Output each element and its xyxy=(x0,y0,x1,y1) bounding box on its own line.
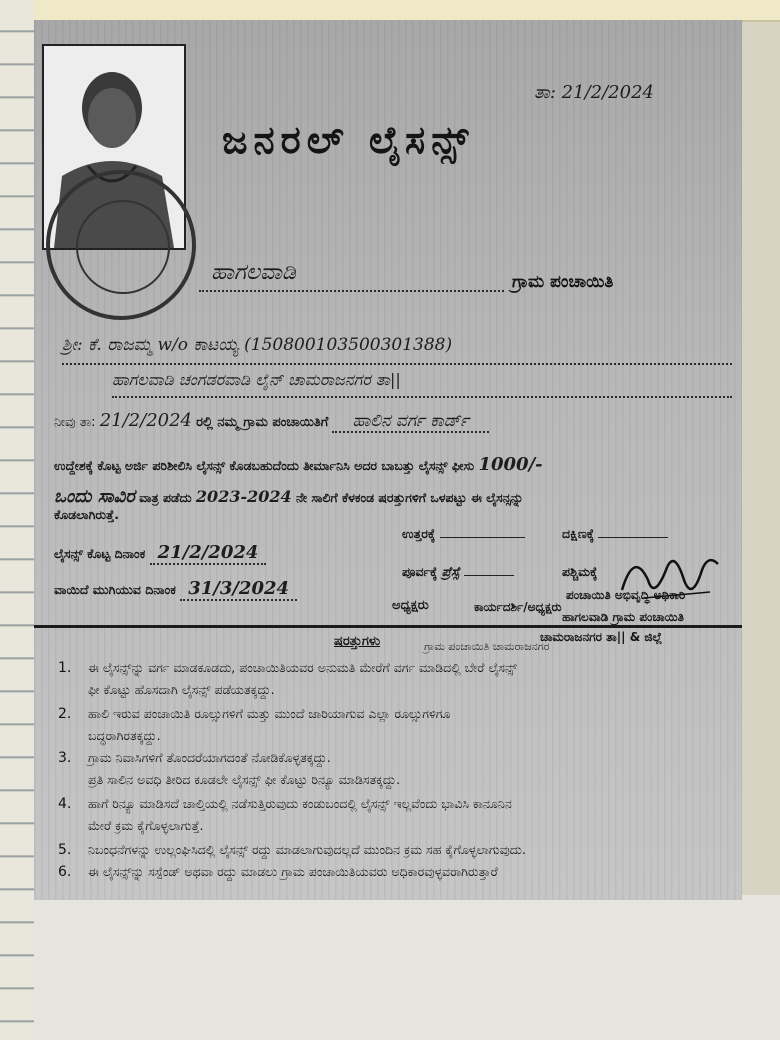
expiry-date-row: ವಾಯಿದೆ ಮುಗಿಯುವ ದಿನಾಂಕ 31/3/2024 xyxy=(54,578,297,599)
conditions-stamp-text: ಗ್ರಾಮ ಪಂಚಾಯಿತಿ ಚಾಮರಾಜನಗರ xyxy=(424,640,550,653)
officer-title: ಪಂಚಾಯಿತಿ ಅಭಿವೃದ್ಧಿ ಅಧಿಕಾರಿ xyxy=(566,588,686,602)
address-field: ಹಾಗಲವಾಡಿ ಚಂಗಡರವಾಡಿ ಲೈನ್ ಚಾಮರಾಜನಗರ ತಾ|| xyxy=(112,370,732,398)
officer-office: ಹಾಗಲವಾಡಿ ಗ್ರಾಮ ಪಂಚಾಯಿತಿ xyxy=(562,610,685,624)
president-label: ಅಧ್ಯಕ್ಷರು xyxy=(392,598,429,613)
north-boundary: ಉತ್ತರಕ್ಕೆ xyxy=(402,526,525,542)
body-line-3: ಒಂದು ಸಾವಿರ ವಾತ್ರ ಪಡೆದು 2023-2024 ನೇ ಸಾಲಿಗೆ ಕೆಳಕಂಡ ಷರತ್ತುಗಳಿಗೆ ಒಳಪಟ್ಟು ಈ ಲೈಸನ್ಸನ್ನು xyxy=(54,486,524,507)
body-line-1: ನೀವು ತಾ: 21/2/2024 ರಲ್ಲಿ ನಮ್ಮ ಗ್ರಾಮ ಪಂಚಾಯಿತಿಗೆ ಹಾಲಿನ ವರ್ಗ ಕಾರ್ಡ್ xyxy=(54,410,489,431)
issue-date-row: ಲೈಸನ್ಸ್ ಕೊಟ್ಟ ದಿನಾಂಕ 21/2/2024 xyxy=(54,542,266,563)
paper-bottom-area xyxy=(34,895,780,1040)
date-top: ತಾ: 21/2/2024 xyxy=(534,82,654,103)
village-field: ಹಾಗಲವಾಡಿ xyxy=(199,260,504,292)
officer-taluk: ಚಾಮರಾಜನಗರ ತಾ|| & ಜಿಲ್ಲೆ xyxy=(540,630,663,644)
licence-title: ಜನರಲ್ ಲೈಸನ್ಸ್ xyxy=(222,118,475,162)
panchayat-seal xyxy=(46,170,196,320)
east-boundary: ಪೂರ್ವಕ್ಕೆ ಪ್ರೆಸ್ಸೆ xyxy=(402,564,514,580)
south-boundary: ದಕ್ಷಿಣಕ್ಕೆ xyxy=(562,526,668,542)
gram-panchayat-label: ಗ್ರಾಮ ಪಂಚಾಯಿತಿ xyxy=(512,272,614,292)
conditions-heading: ಷರತ್ತುಗಳು xyxy=(334,634,381,649)
secretary-label: ಕಾರ್ಯದರ್ಶಿ/ಅಧ್ಯಕ್ಷರು xyxy=(474,600,562,614)
separator-line xyxy=(34,625,742,628)
body-line-4: ಕೊಡಲಾಗಿರುತ್ತೆ. xyxy=(54,507,119,522)
notebook-edge xyxy=(0,0,36,1040)
west-boundary: ಪಶ್ಚಿಮಕ್ಕೆ xyxy=(562,564,598,579)
paper-top-strip xyxy=(34,0,780,22)
licence-document: ತಾ: 21/2/2024 ಜನರಲ್ ಲೈಸನ್ಸ್ ಹಾಗಲವಾಡಿ ಗ್ರಾಮ ಪಂಚಾಯಿತಿ ಶ್ರೀ: ಕೆ. ರಾಜಮ್ಮ w/o ಕಾಟಯ್ಯ (150800103500301388) ಹಾಗಲವಾಡಿ ಚಂಗಡರವಾಡಿ ಲೈನ್ ಚಾಮರಾಜನಗರ ತಾ|| ನೀವು ತಾ: 21/2/2024 ರಲ್ಲಿ ನಮ್ಮ ಗ್ರಾಮ ಪಂಚಾಯಿತಿಗೆ ಹಾಲಿನ ವರ್ಗ ಕಾರ್ಡ್ ಉದ್ದೇಶಕ್ಕೆ ಕೊಟ್ಟ ಅರ್ಜಿ ಪರಿಶೀಲಿಸಿ ಲೈಸನ್ಸ್ ಕೊಡಬಹುದೆಂದು ತೀರ್ಮಾನಿಸಿ ಅದರ ಬಾಬತ್ತು ಲೈಸನ್ಸ್ ಫೀಸು 1000/- ಒಂದು ಸಾವಿರ ವಾತ್ರ ಪಡೆದು 2023-2024 ನೇ ಸಾಲಿಗೆ ಕೆಳಕಂಡ ಷರತ್ತುಗಳಿಗೆ ಒಳಪಟ್ಟು ಈ ಲೈಸನ್ಸನ್ನು ಕೊಡಲಾಗಿರುತ್ತೆ. ಲೈಸನ್ಸ್ ಕೊಟ್ಟ ದಿನಾಂಕ 21/2/2024 ವಾಯಿದೆ ಮುಗಿಯುವ ದಿನಾಂಕ 31/3/2024 ಉತ್ತರಕ್ಕೆ ದಕ್ಷಿಣಕ್ಕೆ ಪೂರ್ವಕ್ಕೆ ಪ್ರೆಸ್ಸೆ ಪಶ್ಚಿಮಕ್ಕೆ ಅಧ್ಯಕ್ಷರು ಕಾರ್ಯದರ್ಶಿ/ಅಧ್ಯಕ್ಷರು ಪಂಚಾಯಿತಿ ಅಭಿವೃದ್ಧಿ ಅಧಿಕಾರಿ ಹಾಗಲವಾಡಿ ಗ್ರಾಮ ಪಂಚಾಯಿತಿ ಚಾಮರಾಜನಗರ ತಾ|| & ಜಿಲ್ಲೆ ಷರತ್ತುಗಳು ಗ್ರಾಮ ಪಂಚಾಯಿತಿ ಚಾಮರಾಜನಗರ 1. ಈ ಲೈಸನ್ಸ್‌ನ್ನು ವರ್ಗ ಮಾಡಕೂಡದು, ಪಂಚಾಯಿತಿಯವರ ಅನುಮತಿ ಮೇರೆಗೆ ವರ್ಗ ಮಾಡಿದಲ್ಲಿ ಬೇರೆ ಲೈಸನ್ಸ್ ಫೀ ಕೊಟ್ಟು ಹೊಸದಾಗಿ ಲೈಸನ್ಸ್ ಪಡೆಯತಕ್ಕದ್ದು. 2. ಹಾಲಿ ಇರುವ ಪಂಚಾಯಿತಿ ರೂಲ್ಸುಗಳಿಗೆ ಮತ್ತು ಮುಂದೆ ಜಾರಿಯಾಗುವ ಎಲ್ಲಾ ರೂಲ್ಸುಗಳಿಗೂ ಬದ್ಧರಾಗಿರತಕ್ಕದ್ದು. 3. ಗ್ರಾಮ ನಿವಾಸಿಗಳಿಗೆ ತೊಂದರೆಯಾಗದಂತೆ ನೋಡಿಕೊಳ್ಳತಕ್ಕದ್ದು. ಪ್ರತಿ ಸಾಲಿನ ಅವಧಿ ತೀರಿದ ಕೂಡಲೇ ಲೈಸನ್ಸ್ ಫೀ ಕೊಟ್ಟು ರಿನ್ಯೂ ಮಾಡಿಸತಕ್ಕದ್ದು. 4. ಹಾಗೆ ರಿನ್ಯೂ ಮಾಡಿಸದೆ ಚಾಲ್ತಿಯಲ್ಲಿ ನಡೆಸುತ್ತಿರುವುದು ಕಂಡುಬಂದಲ್ಲಿ ಲೈಸನ್ಸ್ ಇಲ್ಲವೆಂದು ಭಾವಿಸಿ ಕಾನೂನಿನ ಮೇರೆ ಕ್ರಮ ಕೈಗೊಳ್ಳಲಾಗುತ್ತೆ. 5. ನಿಬಂಧನೆಗಳನ್ನು ಉಲ್ಲಂಘಿಸಿದಲ್ಲಿ ಲೈಸನ್ಸ್ ರದ್ದು ಮಾಡಲಾಗುವುದಲ್ಲದೆ ಮುಂದಿನ ಕ್ರಮ ಸಹ ಕೈಗೊಳ್ಳಲಾಗುವುದು. 6. ಈ ಲೈಸನ್ಸ್‌ನ್ನು ಸಸ್ಪೆಂಡ್ ಅಥವಾ ರದ್ದು ಮಾಡಲು ಗ್ರಾಮ ಪಂಚಾಯಿತಿಯವರು ಅಧಿಕಾರವುಳ್ಳವರಾಗಿರುತ್ತಾರೆ xyxy=(34,20,742,900)
addressee-field: ಶ್ರೀ: ಕೆ. ರಾಜಮ್ಮ w/o ಕಾಟಯ್ಯ (150800103500301388) xyxy=(62,335,732,365)
body-line-2: ಉದ್ದೇಶಕ್ಕೆ ಕೊಟ್ಟ ಅರ್ಜಿ ಪರಿಶೀಲಿಸಿ ಲೈಸನ್ಸ್ ಕೊಡಬಹುದೆಂದು ತೀರ್ಮಾನಿಸಿ ಅದರ ಬಾಬತ್ತು ಲೈಸನ್ಸ್ ಫೀಸು 1000/- xyxy=(54,454,543,475)
